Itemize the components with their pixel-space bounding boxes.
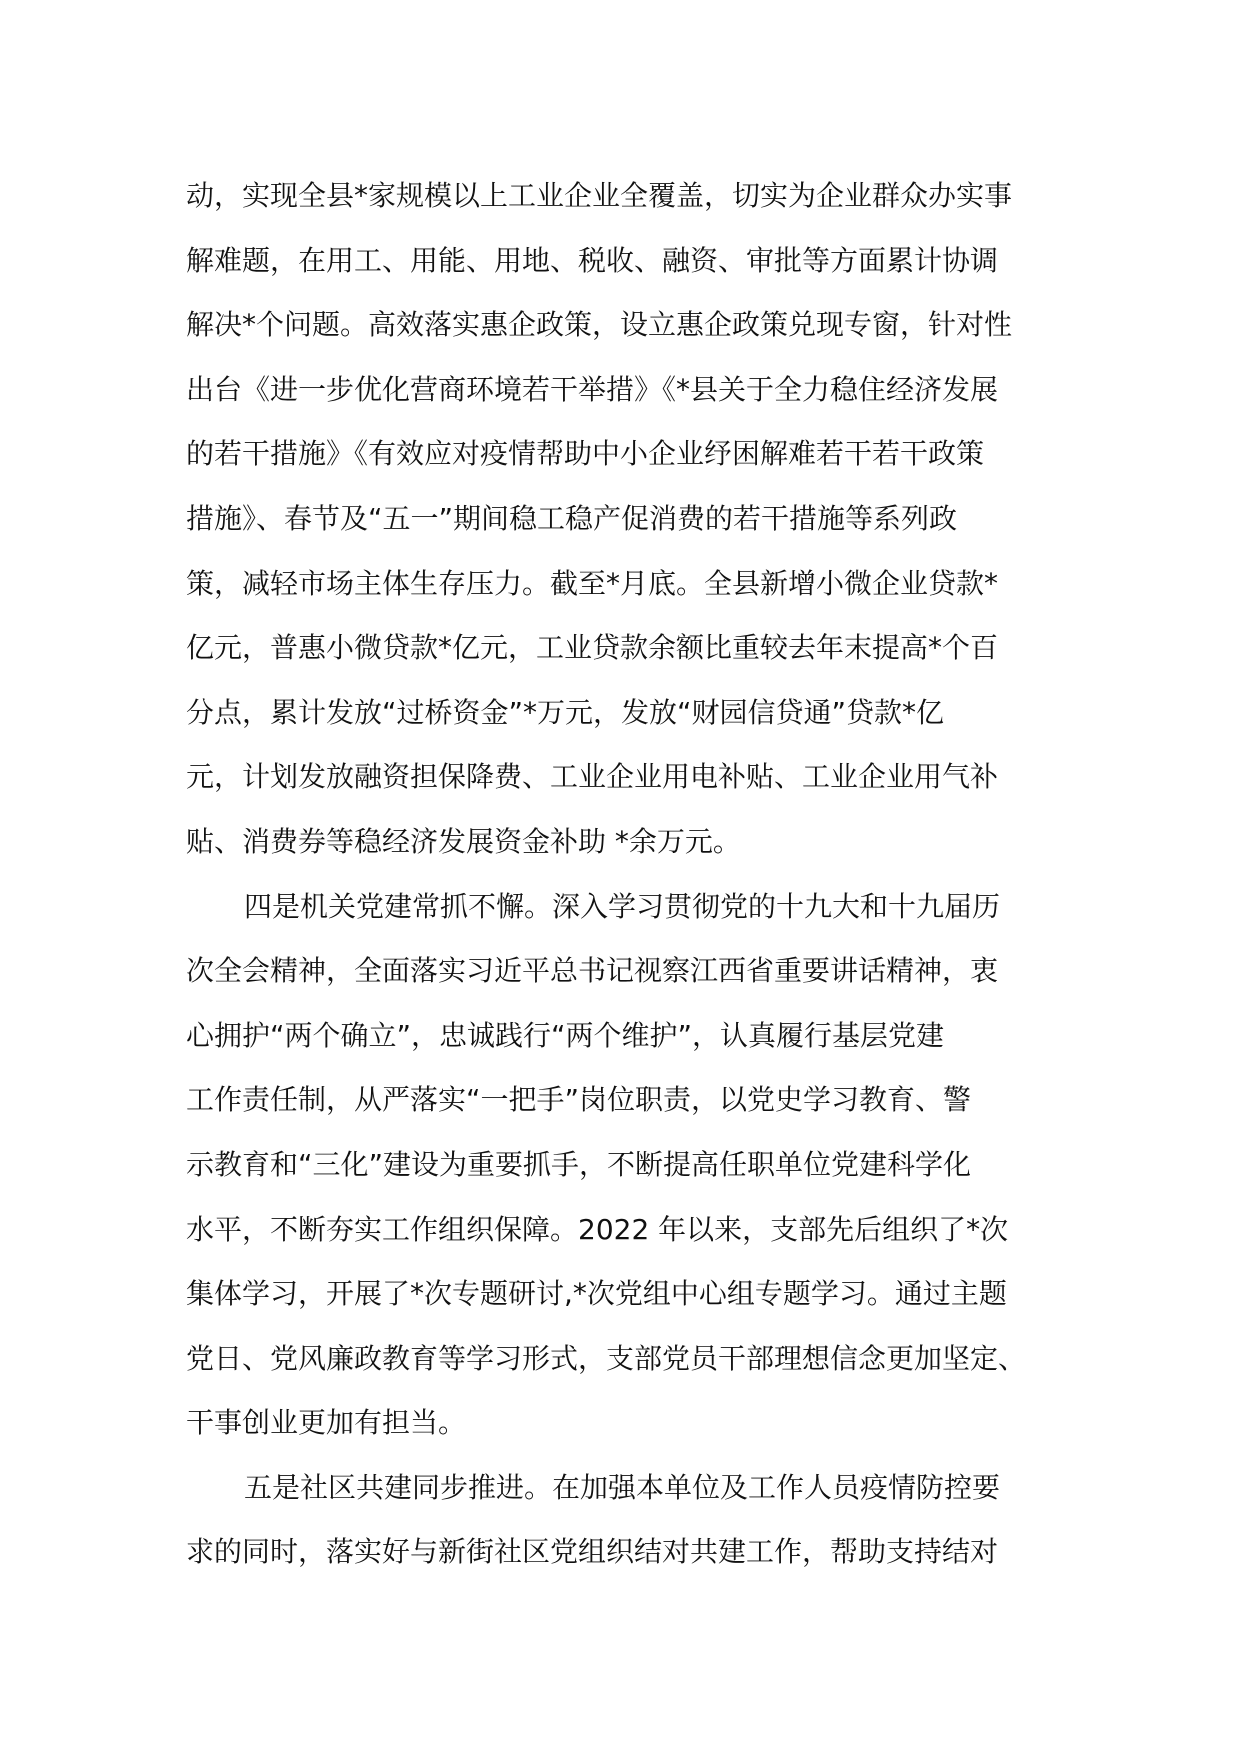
document-body bbox=[186, 164, 1066, 1585]
text-line: 次全会精神，全面落实习近平总书记视察江西省重要讲话精神，衷 bbox=[186, 954, 999, 988]
text-line: 亿元，普惠小微贷款*亿元，工业贷款余额比重较去年末提高*个百 bbox=[186, 631, 999, 665]
text-line: 集体学习，开展了*次专题研讨,*次党组中心组专题学习。通过主题 bbox=[186, 1277, 1007, 1311]
text-line: 党日、党风廉政教育等学习形式，支部党员干部理想信念更加坚定、 bbox=[186, 1341, 1027, 1375]
text-line: 元，计划发放融资担保降费、工业企业用电补贴、工业企业用气补 bbox=[186, 760, 999, 794]
text-line: 策，减轻市场主体生存压力。截至*月底。全县新增小微企业贷款* bbox=[186, 566, 999, 600]
text-line: 水平，不断夯实工作组织保障。2022 年以来，支部先后组织了*次 bbox=[186, 1212, 1009, 1246]
text-line: 解难题，在用工、用能、用地、税收、融资、审批等方面累计协调 bbox=[186, 243, 999, 277]
text-line: 分点，累计发放“过桥资金”*万元，发放“财园信贷通”贷款*亿 bbox=[186, 695, 945, 729]
text-line: 解决*个问题。高效落实惠企政策，设立惠企政策兑现专窗，针对性 bbox=[186, 308, 1013, 342]
text-line: 求的同时，落实好与新街社区党组织结对共建工作，帮助支持结对 bbox=[186, 1535, 999, 1569]
text-line: 的若干措施》《有效应对疫情帮助中小企业纾困解难若干若干政策 bbox=[186, 437, 985, 471]
text-line: 心拥护“两个确立”，忠诚践行“两个维护”，认真履行基层党建 bbox=[186, 1018, 945, 1052]
text-line: 工作责任制，从严落实“一把手”岗位职责，以党史学习教育、警 bbox=[186, 1083, 972, 1117]
text-line: 示教育和“三化”建设为重要抓手，不断提高任职单位党建科学化 bbox=[186, 1147, 972, 1181]
text-line: 干事创业更加有担当。 bbox=[186, 1406, 467, 1440]
text-line: 四是机关党建常抓不懈。深入学习贯彻党的十九大和十九届历 bbox=[244, 889, 1001, 923]
text-line: 贴、消费券等稳经济发展资金补助 *余万元。 bbox=[186, 824, 741, 858]
text-line: 动，实现全县*家规模以上工业企业全覆盖，切实为企业群众办实事 bbox=[186, 179, 1013, 212]
text-line: 出台《进一步优化营商环境若干举措》《*县关于全力稳住经济发展 bbox=[186, 372, 999, 406]
text-line: 五是社区共建同步推进。在加强本单位及工作人员疫情防控要 bbox=[244, 1470, 1001, 1504]
text-line: 措施》、春节及“五一”期间稳工稳产促消费的若干措施等系列政 bbox=[186, 501, 958, 535]
